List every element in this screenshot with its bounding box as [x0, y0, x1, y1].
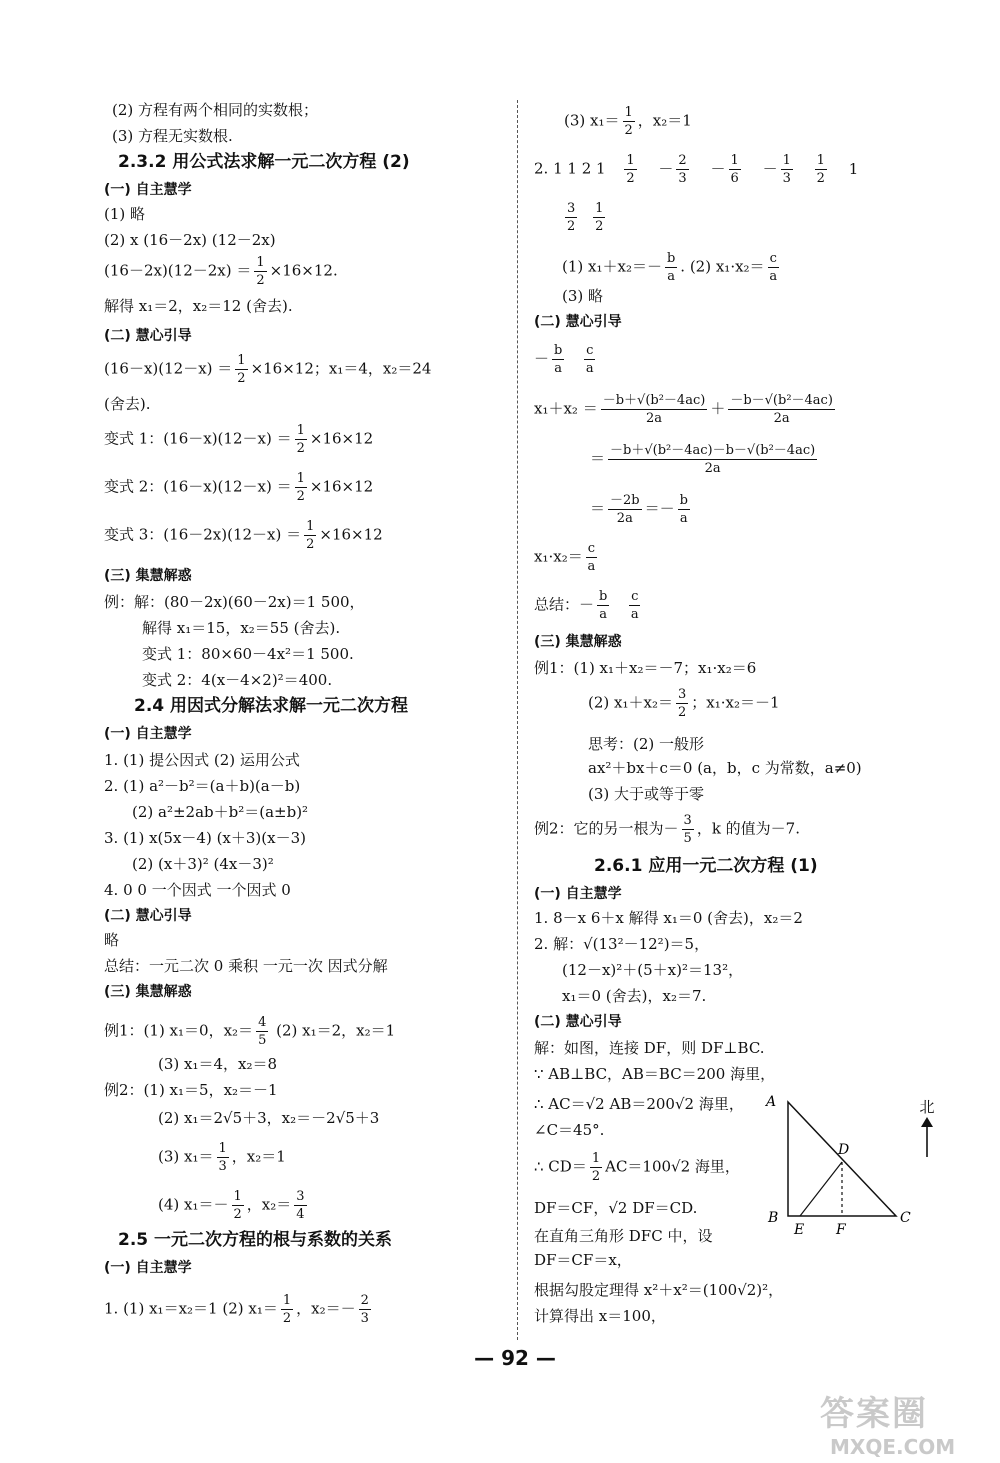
north-label: 北	[919, 1098, 935, 1116]
text-line: ∴ AC＝√2 AB＝200√2 海里，	[534, 1095, 744, 1113]
fraction: $\frac{1}{2}$	[591, 1151, 601, 1184]
fraction: $\frac{1}{3}$	[782, 153, 791, 186]
text-line: 4. 0 0 一个因式 一个因式 0	[104, 881, 291, 899]
text-line: 解得 x₁＝15，x₂＝55 (舍去).	[142, 619, 341, 637]
text-line: 思考：(2) 一般形	[588, 735, 705, 753]
fraction: $\frac{1}{2}$	[256, 255, 265, 288]
text-line: 解得 x₁＝2，x₂＝12 (舍去).	[104, 297, 293, 315]
equation-line: 总结：－ $\frac{b}{a}$ $\frac{c}{a}$	[534, 589, 639, 622]
fraction: $\frac{1}{2}$	[626, 153, 635, 186]
text-line: 解：如图，连接 DF，则 DF⊥BC.	[534, 1039, 765, 1057]
equation-line: 变式 3：(16－2x)(12－x) ＝ $\frac{1}{2}$ ×16×12	[104, 519, 383, 552]
text-line: (3) 大于或等于零	[588, 785, 705, 803]
subsection-heading: (一) 自主慧学	[104, 726, 192, 742]
fraction: $\frac{2}{3}$	[360, 1293, 369, 1326]
text-line: 例1：(1) x₁＋x₂＝－7；x₁·x₂＝6	[534, 659, 757, 677]
fraction: $\frac{\text{－b＋√(b²－4ac)－b－√(b²－4ac)}}{2a}$	[610, 443, 816, 476]
equation-line: － $\frac{b}{a}$ $\frac{c}{a}$	[534, 343, 594, 376]
text-line: DF＝CF＝x，	[534, 1251, 632, 1269]
fraction: $\frac{1}{2}$	[296, 471, 305, 504]
watermark-en: MXQE.COM	[830, 1435, 956, 1459]
equation-line: (16－x)(12－x) ＝ $\frac{1}{2}$ ×16×12；x₁＝4，x₂＝24	[104, 353, 432, 386]
text-line: (3) x₁＝4，x₂＝8	[158, 1055, 278, 1073]
label-d: D	[838, 1142, 850, 1158]
north-arrow	[912, 1096, 942, 1161]
equation-line: (3) x₁＝ $\frac{1}{2}$ ，x₂＝1	[564, 105, 692, 138]
text-line: (2) 方程有两个相同的实数根；	[112, 101, 319, 119]
fraction: $\frac{1}{6}$	[730, 153, 739, 186]
subsection-heading: (一) 自主慧学	[104, 1260, 192, 1276]
fraction: $\frac{3}{2}$	[677, 687, 687, 720]
subsection-heading: (一) 自主慧学	[104, 182, 192, 198]
subsection-heading: (三) 集慧解惑	[104, 568, 192, 584]
section-heading: 2.6.1 应用一元二次方程 (1)	[594, 856, 818, 876]
fraction: $\frac{b}{a}$	[666, 251, 676, 284]
text-line: ax²＋bx＋c＝0 (a，b，c 为常数，a≠0)	[588, 759, 862, 777]
subsection-heading: (二) 慧心引导	[104, 328, 192, 344]
subsection-heading: (二) 慧心引导	[534, 314, 622, 330]
text-line: 例2：(1) x₁＝5，x₂＝－1	[104, 1081, 278, 1099]
fraction: $\frac{2}{3}$	[678, 153, 687, 186]
equation-line: 变式 2：(16－x)(12－x) ＝ $\frac{1}{2}$ ×16×12	[104, 471, 374, 504]
column-divider	[517, 100, 518, 1340]
section-heading: 2.3.2 用公式法求解一元二次方程 (2)	[118, 152, 410, 172]
section-heading: 2.4 用因式分解法求解一元二次方程	[134, 696, 409, 716]
text-line: 计算得出 x＝100，	[534, 1307, 666, 1325]
text-line: 根据勾股定理得 x²＋x²＝(100√2)²，	[534, 1281, 784, 1299]
fraction: $\frac{1}{2}$	[296, 423, 305, 456]
equation-line: 例2：它的另一根为－ $\frac{3}{5}$ ，k 的值为－7.	[534, 813, 800, 846]
text-line: 总结：一元二次 0 乘积 一元一次 因式分解	[104, 957, 388, 975]
page-number: — 92 —	[474, 1346, 556, 1370]
fraction: $\frac{c}{a}$	[769, 251, 778, 284]
subsection-heading: (二) 慧心引导	[534, 1014, 622, 1030]
text-line: x₁＝0 (舍去)，x₂＝7.	[562, 987, 707, 1005]
text-line: 例：解：(80－2x)(60－2x)＝1 500，	[104, 593, 365, 611]
subsection-heading: (三) 集慧解惑	[534, 634, 622, 650]
fraction: $\frac{3}{4}$	[296, 1189, 305, 1222]
subsection-heading: (一) 自主慧学	[534, 886, 622, 902]
fraction: $\frac{b}{a}$	[599, 589, 608, 622]
section-heading: 2.5 一元二次方程的根与系数的关系	[118, 1230, 393, 1250]
fraction: $\frac{b}{a}$	[554, 343, 563, 376]
text-line: (舍去).	[104, 395, 151, 413]
label-c: C	[900, 1210, 911, 1226]
text-line: 2. 解：√(13²－12²)＝5，	[534, 935, 710, 953]
equation-line: ＝ $\frac{\text{－b＋√(b²－4ac)－b－√(b²－4ac)}}{2a}$	[590, 443, 816, 476]
fraction: $\frac{c}{a}$	[630, 589, 639, 622]
watermark-cn: 答案圈	[820, 1394, 928, 1434]
equation-line: (16－2x)(12－2x) ＝ $\frac{1}{2}$ ×16×12.	[104, 255, 338, 288]
equation-line: 2. 1 1 2 1 $\frac{1}{2}$ － $\frac{2}{3}$ － $\frac{1}{6}$ － $\frac{1}{3}$ $\frac{1}{2}$ 1	[534, 153, 859, 186]
text-line: 变式 1：80×60－4x²＝1 500.	[142, 645, 354, 663]
text-line: (3) 略	[562, 287, 604, 305]
equation-line: 1. (1) x₁＝x₂＝1 (2) x₁＝ $\frac{1}{2}$ ，x₂＝－ $\frac{2}{3}$	[104, 1293, 369, 1326]
equation-line	[562, 200, 608, 235]
fraction: $\frac{\text{－b－√(b²－4ac)}}{2a}$	[730, 393, 833, 426]
text-line: 略	[104, 931, 120, 949]
equation-line: ＝ $\frac{-2b}{2a}$ ＝－ $\frac{b}{a}$	[590, 493, 688, 526]
watermark	[820, 1386, 955, 1459]
text-line: (2) (x＋3)² (4x－3)²	[132, 855, 274, 873]
equation-line: x₁·x₂＝ $\frac{c}{a}$	[534, 541, 596, 574]
fraction: $\frac{3}{2}$	[567, 201, 576, 234]
fraction: $\frac{1}{2}$	[595, 201, 604, 234]
fraction: $\frac{c}{a}$	[587, 541, 596, 574]
text-line: (2) x (16－2x) (12－2x)	[104, 231, 276, 249]
text-line: 2. (1) a²－b²＝(a＋b)(a－b)	[104, 777, 301, 795]
subsection-heading: (三) 集慧解惑	[104, 984, 192, 1000]
equation-line: x₁＋x₂ ＝ $\frac{\text{－b＋√(b²－4ac)}}{2a}$ ＋ $\frac{\text{－b－√(b²－4ac)}}{2a}$	[534, 393, 833, 426]
text-line: 变式 2：4(x－4×2)²＝400.	[142, 671, 333, 689]
text-line: 在直角三角形 DFC 中，设	[534, 1227, 713, 1245]
text-line: (1) 略	[104, 205, 146, 223]
fraction: $\frac{c}{a}$	[585, 343, 594, 376]
label-a: A	[766, 1094, 777, 1110]
text-line: 3. (1) x(5x－4) (x＋3)(x－3)	[104, 829, 306, 847]
text-line: (12－x)²＋(5＋x)²＝13²，	[562, 961, 744, 979]
fraction: $\frac{1}{2}$	[624, 105, 633, 138]
fraction: $\frac{b}{a}$	[679, 493, 688, 526]
equation-line: (4) x₁＝－ $\frac{1}{2}$ ，x₂＝ $\frac{3}{4}$	[158, 1189, 305, 1222]
equation-line: (3) x₁＝ $\frac{1}{3}$ ，x₂＝1	[158, 1141, 286, 1174]
fraction: $\frac{1}{2}$	[306, 519, 315, 552]
fraction: $\frac{1}{2}$	[282, 1293, 292, 1326]
equation-line: (2) x₁＋x₂＝ $\frac{3}{2}$ ；x₁·x₂＝－1	[588, 687, 780, 720]
text-line: ∠C＝45°.	[534, 1121, 605, 1139]
equation-line: 变式 1：(16－x)(12－x) ＝ $\frac{1}{2}$ ×16×12	[104, 423, 374, 456]
text-line: (2) a²±2ab＋b²＝(a±b)²	[132, 803, 309, 821]
text-line: 1. 8－x 6＋x 解得 x₁＝0 (舍去)，x₂＝2	[534, 909, 803, 927]
label-f: F	[836, 1222, 846, 1238]
fraction: $\frac{3}{5}$	[683, 813, 692, 846]
equation-line: 例1：(1) x₁＝0，x₂＝ $\frac{4}{5}$ (2) x₁＝2，x₂＝1	[104, 1015, 396, 1048]
equation-line: (1) x₁＋x₂＝－ $\frac{b}{a}$ . (2) x₁·x₂＝ $\frac{c}{a}$	[562, 251, 778, 284]
text-line: ∵ AB⊥BC，AB＝BC＝200 海里，	[534, 1065, 776, 1083]
fraction: $\frac{4}{5}$	[258, 1015, 267, 1048]
arrow-up-icon	[920, 1117, 934, 1157]
fraction: $\frac{1}{3}$	[218, 1141, 227, 1174]
fraction: $\frac{1}{2}$	[233, 1189, 242, 1222]
text-line: (3) 方程无实数根.	[112, 127, 233, 145]
fraction: $\frac{1}{2}$	[237, 353, 246, 386]
label-e: E	[794, 1222, 805, 1238]
label-b: B	[768, 1210, 779, 1226]
text-line: 1. (1) 提公因式 (2) 运用公式	[104, 751, 300, 769]
fraction: $\frac{\text{－b＋√(b²－4ac)}}{2a}$	[602, 393, 706, 426]
fraction: $\frac{1}{2}$	[816, 153, 825, 186]
subsection-heading: (二) 慧心引导	[104, 908, 192, 924]
equation-line: ∴ CD＝ $\frac{1}{2}$ AC＝100√2 海里，	[534, 1151, 740, 1184]
text-line: (2) x₁＝2√5＋3，x₂＝－2√5＋3	[158, 1109, 380, 1127]
segment-ed	[800, 1162, 842, 1216]
text-line: DF＝CF，√2 DF＝CD.	[534, 1199, 698, 1217]
fraction: $\frac{-2b}{2a}$	[610, 493, 640, 526]
